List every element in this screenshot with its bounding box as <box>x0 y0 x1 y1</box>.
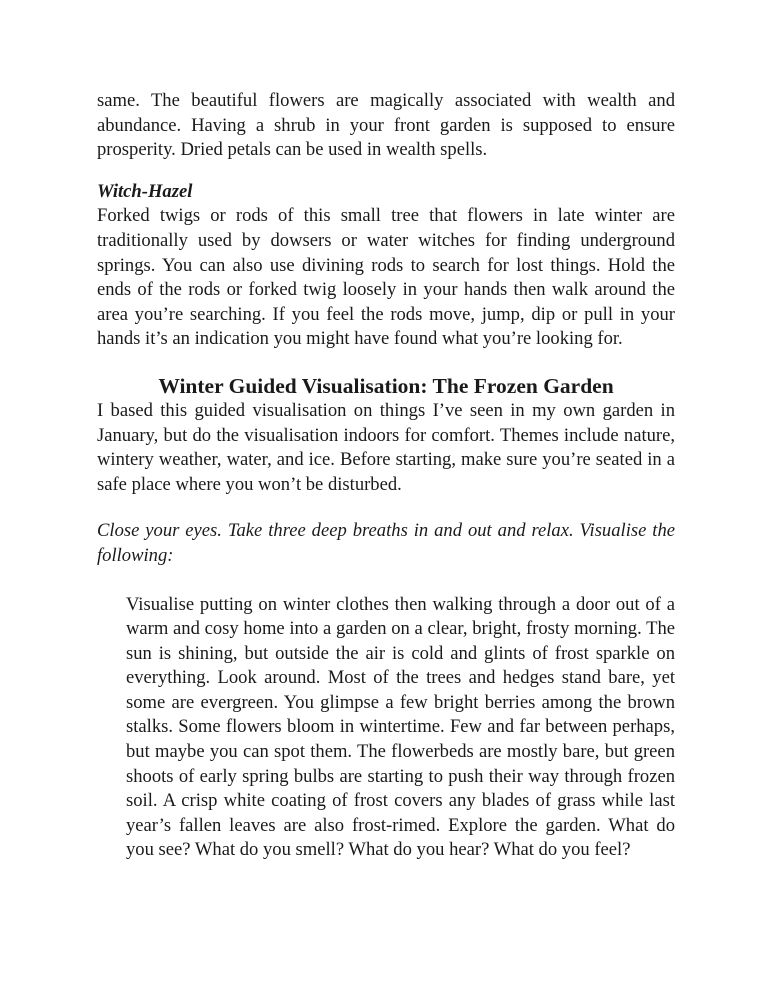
visualisation-paragraph: Visualise putting on winter clothes then walking through a door out of a warm and cosy home into a garden on a clear, bright, frosty morning. The sun is shining, but outside the air is cold and glints of frost sparkle on everything. Look around. Most of the trees and hedges stand bare, yet some are evergreen. You glimpse a few bright berries among the brown stalks. Some flowers bloom in wintertime. Few and far between perhaps, but maybe you can spot them. The flowerbeds are mostly bare, but green shoots of early spring bulbs are starting to push their way through frozen soil. A crisp white coating of frost covers any blades of grass while last year’s fallen leaves are also frost-rimed. Explore the garden. What do you see? What do you smell? What do you hear? What do you feel? <box>126 593 675 861</box>
document-page <box>97 89 675 863</box>
instruction-paragraph: Close your eyes. Take three deep breaths in and out and relax. Visualise the following: <box>97 520 675 566</box>
witch-hazel-heading: Witch-Hazel <box>97 180 193 202</box>
witch-hazel-paragraph: Forked twigs or rods of this small tree that flowers in late winter are traditionally used by dowsers or water witches for finding underground springs. You can also use divining rods to search for lost things. Hold the ends of the rods or forked twig loosely in your hands then walk around the area you’re searching. If you feel the rods move, jump, dip or pull in your hands it’s an indication you might have found what you’re looking for. <box>97 205 675 350</box>
section-intro-paragraph: I based this guided visualisation on things I’ve seen in my own garden in January, but do the visualisation indoors for comfort. Themes include nature, wintery weather, water, and ice. Before starting, make sure you’re seated in a safe place where you won’t be disturbed. <box>97 399 675 495</box>
continuation-paragraph: same. The beautiful flowers are magically associated with wealth and abundance. Having a shrub in your front garden is supposed to ensure prosperity. Dried petals can be used in wealth spells. <box>97 90 675 161</box>
section-heading: Winter Guided Visualisation: The Frozen Garden <box>158 373 614 398</box>
